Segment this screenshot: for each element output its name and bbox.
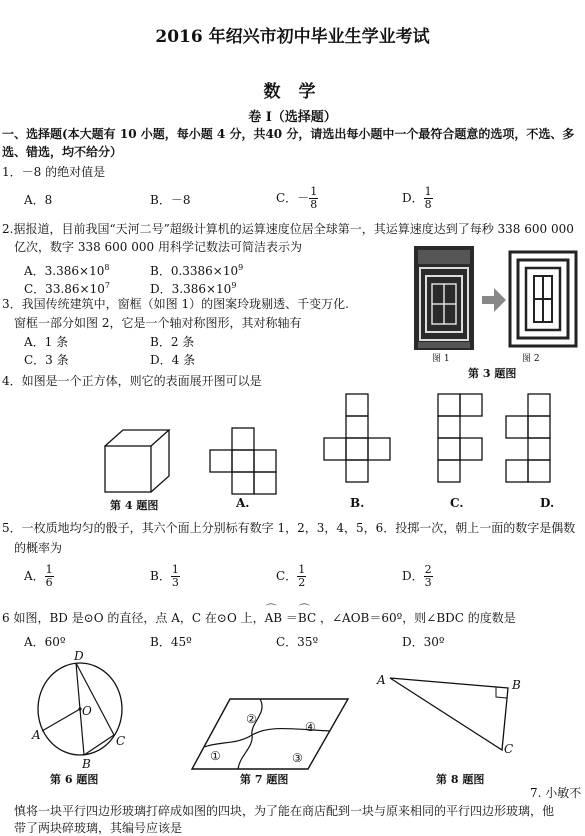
- q8-caption: 第 8 题图: [436, 773, 485, 786]
- q6-stem-b: ，∠AOB＝60º，则∠BDC 的度数是: [316, 611, 516, 625]
- q1-option-d: [402, 186, 433, 211]
- q1-stem: 1．－8 的绝对值是: [2, 165, 106, 179]
- q3-fig2-label: 图 2: [522, 354, 540, 364]
- q2-option-c-exp: 7: [104, 281, 110, 290]
- q3-option-d: D．4 条: [150, 353, 196, 367]
- q6-caption: 第 6 题图: [50, 773, 99, 786]
- q6-label-a: A: [32, 728, 41, 742]
- q4-label-d: D.: [540, 496, 555, 510]
- q6-option-d: D．30º: [402, 635, 445, 649]
- q6-eq: ＝: [282, 611, 298, 625]
- q2-option-a: [24, 260, 109, 279]
- q2-option-c-label: C．33.86×10: [24, 282, 105, 296]
- q5-option-c: [276, 564, 306, 589]
- q3-option-b: B．2 条: [150, 335, 195, 349]
- q6-stem-a: 6 如图，BD 是⊙O 的直径，点 A，C 在⊙O 上，: [2, 611, 265, 625]
- q5-a-den: 6: [45, 576, 53, 589]
- q7-piece-4: ④: [305, 720, 316, 734]
- q4-label-c: C.: [450, 496, 464, 510]
- q6-figure: [30, 655, 130, 765]
- q2-option-d-exp: 9: [231, 281, 237, 290]
- q5-option-a: [24, 564, 54, 589]
- q6-arc-bc: ⌒ BC: [298, 611, 316, 626]
- subject-title: 数 学: [263, 82, 322, 102]
- q7-piece-3: ③: [292, 751, 303, 765]
- q4-cube: [105, 430, 169, 492]
- q2-option-d: [150, 278, 236, 297]
- q5-option-b: [150, 564, 180, 589]
- q7-line3: 带了两块碎玻璃，其编号应该是: [14, 821, 183, 835]
- q1-d-num: 1: [424, 185, 432, 198]
- section-instructions-line2: 选、错选，均不给分）: [2, 145, 123, 159]
- q6-option-c: C．35º: [276, 635, 319, 649]
- window-frame-fig1: [414, 246, 474, 350]
- q2-line2: 亿次，数字 338 600 000 用科学记数法可简洁表示为: [14, 240, 302, 254]
- q6-option-a: A．60º: [24, 635, 66, 649]
- part-heading: 卷 I（选择题）: [248, 110, 337, 125]
- q5-b-den: 3: [171, 576, 179, 589]
- q2-option-b-exp: 9: [238, 263, 244, 272]
- arrow-icon: [482, 288, 506, 312]
- q5-option-d-label: D．: [402, 569, 424, 583]
- window-frame-fig2: [510, 252, 576, 346]
- q6-label-o: O: [82, 704, 92, 718]
- q4-label-b: B.: [350, 496, 365, 510]
- q6-arc-ab: ⌒ AB: [265, 611, 282, 626]
- q5-c-den: 2: [298, 576, 306, 589]
- q1-option-b: B．－8: [150, 193, 191, 207]
- q5-option-c-label: C．: [276, 569, 298, 583]
- q4-figures: [0, 390, 585, 505]
- q6-label-d: D: [74, 649, 84, 663]
- q2-option-a-label: A．3.386×10: [24, 264, 105, 278]
- q5-a-num: 1: [45, 563, 53, 576]
- q2-option-c: [24, 278, 110, 297]
- q6-option-b: B．45º: [150, 635, 192, 649]
- q7-caption: 第 7 题图: [240, 773, 289, 786]
- q7-piece-2: ②: [246, 712, 257, 726]
- q4-net-d: [506, 394, 550, 482]
- q1-option-c-label: C．－: [276, 191, 310, 205]
- q7-line2: 慎将一块平行四边形玻璃打碎成如图的四块，为了能在商店配到一块与原来相同的平行四边形玻璃，他: [14, 804, 555, 818]
- q5-b-num: 1: [171, 563, 179, 576]
- q5-d-den: 3: [424, 576, 432, 589]
- q1-option-d-label: D．: [402, 191, 424, 205]
- q4-label-a: A.: [236, 496, 250, 510]
- q4-net-b: [324, 394, 390, 482]
- q1-c-den: 8: [310, 198, 318, 211]
- q1-option-c: [276, 186, 318, 211]
- q5-line2: 的概率为: [14, 541, 63, 555]
- q5-option-a-label: A．: [24, 569, 45, 583]
- q2-option-b-label: B．0.3386×10: [150, 264, 239, 278]
- q3-caption: 第 3 题图: [468, 367, 517, 380]
- q7-lead: 7. 小敏不: [530, 786, 582, 800]
- q8-label-b: B: [512, 678, 521, 692]
- q4-caption: 第 4 题图: [110, 499, 159, 512]
- q2-line1: 2.据报道，目前我国“天河二号”超级计算机的运算速度位居全球第一，其运算速度达到了每秒 338 600 000: [2, 222, 574, 236]
- q1-d-den: 8: [424, 198, 432, 211]
- q5-option-d: [402, 564, 433, 589]
- q2-option-d-label: D．3.386×10: [150, 282, 232, 296]
- q4-stem: 4．如图是一个正方体，则它的表面展开图可以是: [2, 374, 262, 388]
- q4-net-a: [210, 428, 276, 494]
- q1-option-a: A．8: [24, 193, 53, 207]
- q2-option-b: [150, 260, 243, 279]
- q6-stem: [2, 611, 516, 626]
- q6-label-c: C: [116, 734, 126, 748]
- exam-title: 2016 年绍兴市初中毕业生学业考试: [155, 27, 430, 47]
- q3-line2: 窗框一部分如图 2，它是一个轴对称图形，其对称轴有: [14, 316, 302, 330]
- q8-label-c: C: [504, 742, 514, 756]
- q3-fig1-label: 图 1: [432, 354, 450, 364]
- q4-net-c: [438, 394, 482, 482]
- q2-option-a-exp: 8: [104, 263, 110, 272]
- q7-piece-1: ①: [210, 749, 221, 763]
- q5-c-num: 1: [298, 563, 306, 576]
- section-instructions-line1: 一、选择题(本大题有 10 小题，每小题 4 分，共40 分，请选出每小题中一个最符合题意的选项，不选、多: [2, 127, 575, 141]
- q5-d-num: 2: [424, 563, 432, 576]
- q5-option-b-label: B．: [150, 569, 171, 583]
- q5-line1: 5．一枚质地均匀的骰子，其六个面上分别标有数字 1，2，3，4，5，6．投掷一次，朝上一面的数字是偶数: [2, 521, 576, 535]
- q3-option-c: C．3 条: [24, 353, 69, 367]
- q3-line1: 3．我国传统建筑中，窗框（如图 1）的图案玲珑剔透、千变万化.: [2, 297, 349, 311]
- q8-label-a: A: [377, 673, 386, 687]
- q3-option-a: A．1 条: [24, 335, 69, 349]
- q6-label-b: B: [82, 757, 91, 771]
- q1-c-num: 1: [310, 185, 318, 198]
